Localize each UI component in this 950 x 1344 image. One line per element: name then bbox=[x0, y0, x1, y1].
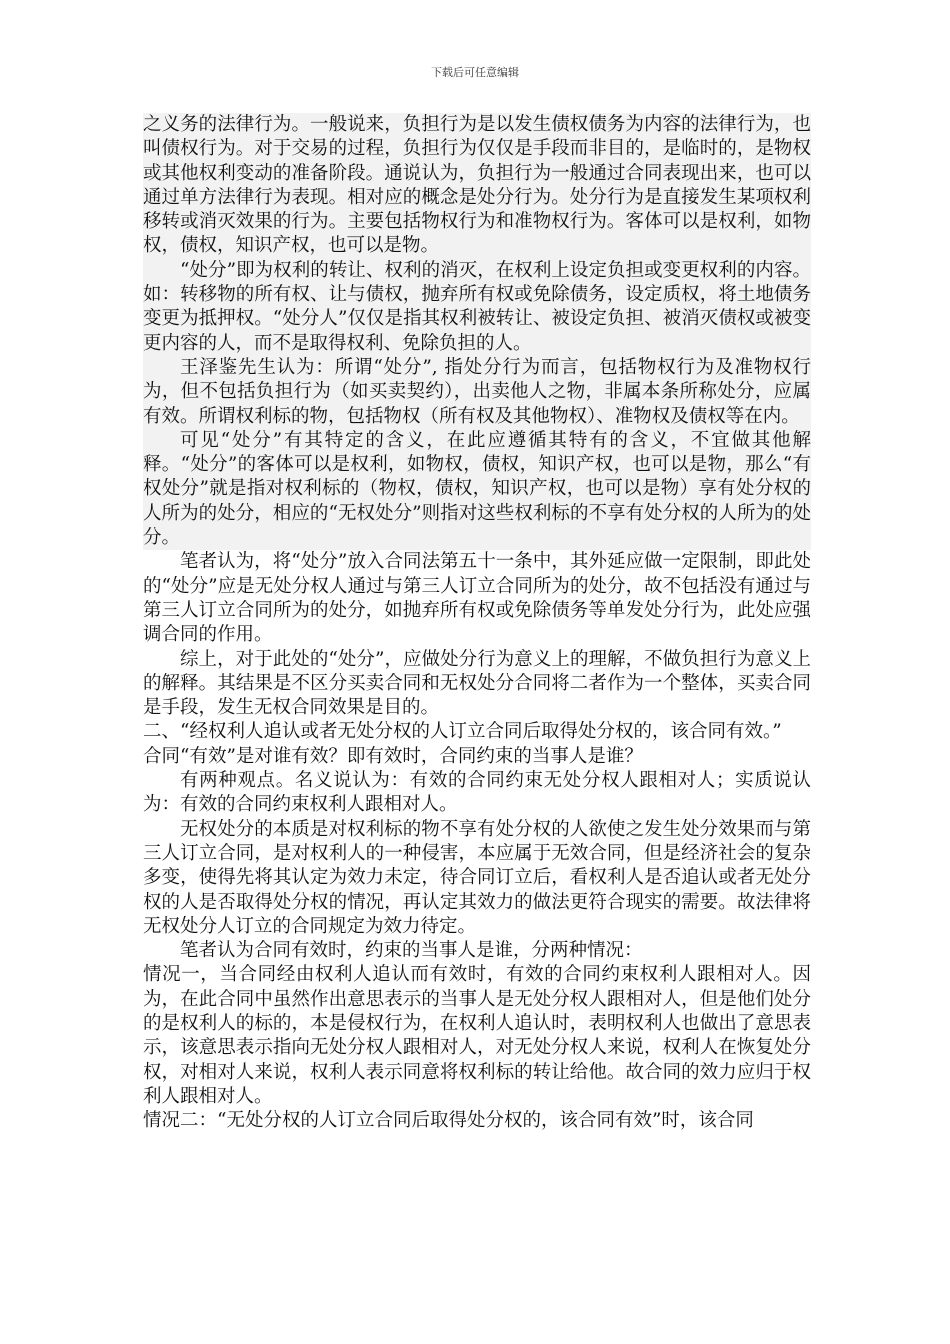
paragraph: 合同“有效”是对谁有效？即有效时，合同约束的当事人是谁？ bbox=[143, 745, 643, 767]
paragraph: 综上，对于此处的“处分”，应做处分行为意义上的理解，不做负担行为意义上的解释。其结果是不区分买卖合同和无权处分合同将二者作为一个整体，买卖合同是手段，发生无权合同效果是目的。 bbox=[143, 648, 811, 719]
paragraph: 笔者认为，将“处分”放入合同法第五十一条中，其外延应做一定限制，即此处的“处分”应是无处分权人通过与第三人订立合同所为的处分，故不包括没有通过与第三人订立合同所为的处分，如抛弃所有权或免除债务等单发处分行为，此处应强调合同的作用。 bbox=[143, 551, 811, 646]
paragraph: 情况二：“无处分权的人订立合同后取得处分权的，该合同有效”时，该合同 bbox=[143, 1110, 754, 1132]
paragraph: 笔者认为合同有效时，约束的当事人是谁，分两种情况： bbox=[180, 940, 643, 962]
paragraph: “处分”即为权利的转让、权利的消灭，在权利上设定负担或变更权利的内容。如：转移物的所有权、让与债权，抛弃所有权或免除债务，设定质权，将土地债务变更为抵押权。“处分人”仅仅是指其权利被转让、被设定负担、被消灭债权或被变更内容的人，而不是取得权利、免除负担的人。 bbox=[143, 259, 811, 356]
paragraph: 情况一，当合同经由权利人追认而有效时，有效的合同约束权利人跟相对人。因为，在此合同中虽然作出意思表示的当事人是无处分权人跟相对人，但是他们处分的是权利人的标的，本是侵权行为，在权利人追认时，表明权利人也做出了意思表示，该意思表示指向无处分权人跟相对人，对无处分权人来说，权利人在恢复处分权，对相对人来说，权利人表示同意将权利标的转让给他。故合同的效力应归于权利人跟相对人。 bbox=[143, 964, 811, 1107]
paragraph: 可见“处分”有其特定的含义，在此应遵循其特有的含义，不宜做其他解释。“处分”的客体可以是权利，如物权，债权，知识产权，也可以是物，那么“有权处分”就是指对权利标的（物权，债权，知识产权，也可以是物）享有处分权的人所为的处分，相应的“无权处分”则指对这些权利标的不享有处分权的人所为的处分。 bbox=[143, 429, 811, 550]
page-header: 下载后可任意编辑 bbox=[431, 66, 519, 79]
paragraph: 有两种观点。名义说认为：有效的合同约束无处分权人跟相对人；实质说认为：有效的合同约束权利人跟相对人。 bbox=[143, 770, 811, 816]
section-heading: 二、“经权利人追认或者无处分权的人订立合同后取得处分权的，该合同有效。” bbox=[143, 721, 782, 743]
paragraph: 之义务的法律行为。一般说来，负担行为是以发生债权债务为内容的法律行为，也叫债权行为。对于交易的过程，负担行为仅仅是手段而非目的，是临时的，是物权或其他权利变动的准备阶段。通说认为，负担行为一般通过合同表现出来，也可以通过单方法律行为表现。相对应的概念是处分行为。处分行为是直接发生某项权利移转或消灭效果的行为。主要包括物权行为和准物权行为。客体可以是权利，如物权，债权，知识产权，也可以是物。 bbox=[143, 113, 811, 259]
document-body bbox=[143, 113, 811, 1133]
paragraph: 无权处分的本质是对权利标的物不享有处分权的人欲使之发生处分效果而与第三人订立合同，是对权利人的一种侵害，本应属于无效合同，但是经济社会的复杂多变，使得先将其认定为效力未定，待合同订立后，看权利人是否追认或者无处分权的人是否取得处分权的情况，再认定其效力的做法更符合现实的需要。故法律将无权处分人订立的合同规定为效力待定。 bbox=[143, 818, 811, 937]
paragraph: 王泽鉴先生认为：所谓“处分”, 指处分行为而言，包括物权行为及准物权行为，但不包括负担行为（如买卖契约），出卖他人之物，非属本条所称处分，应属有效。所谓权利标的物，包括物权（所有权及其他物权）、准物权及债权等在内。 bbox=[143, 356, 811, 429]
